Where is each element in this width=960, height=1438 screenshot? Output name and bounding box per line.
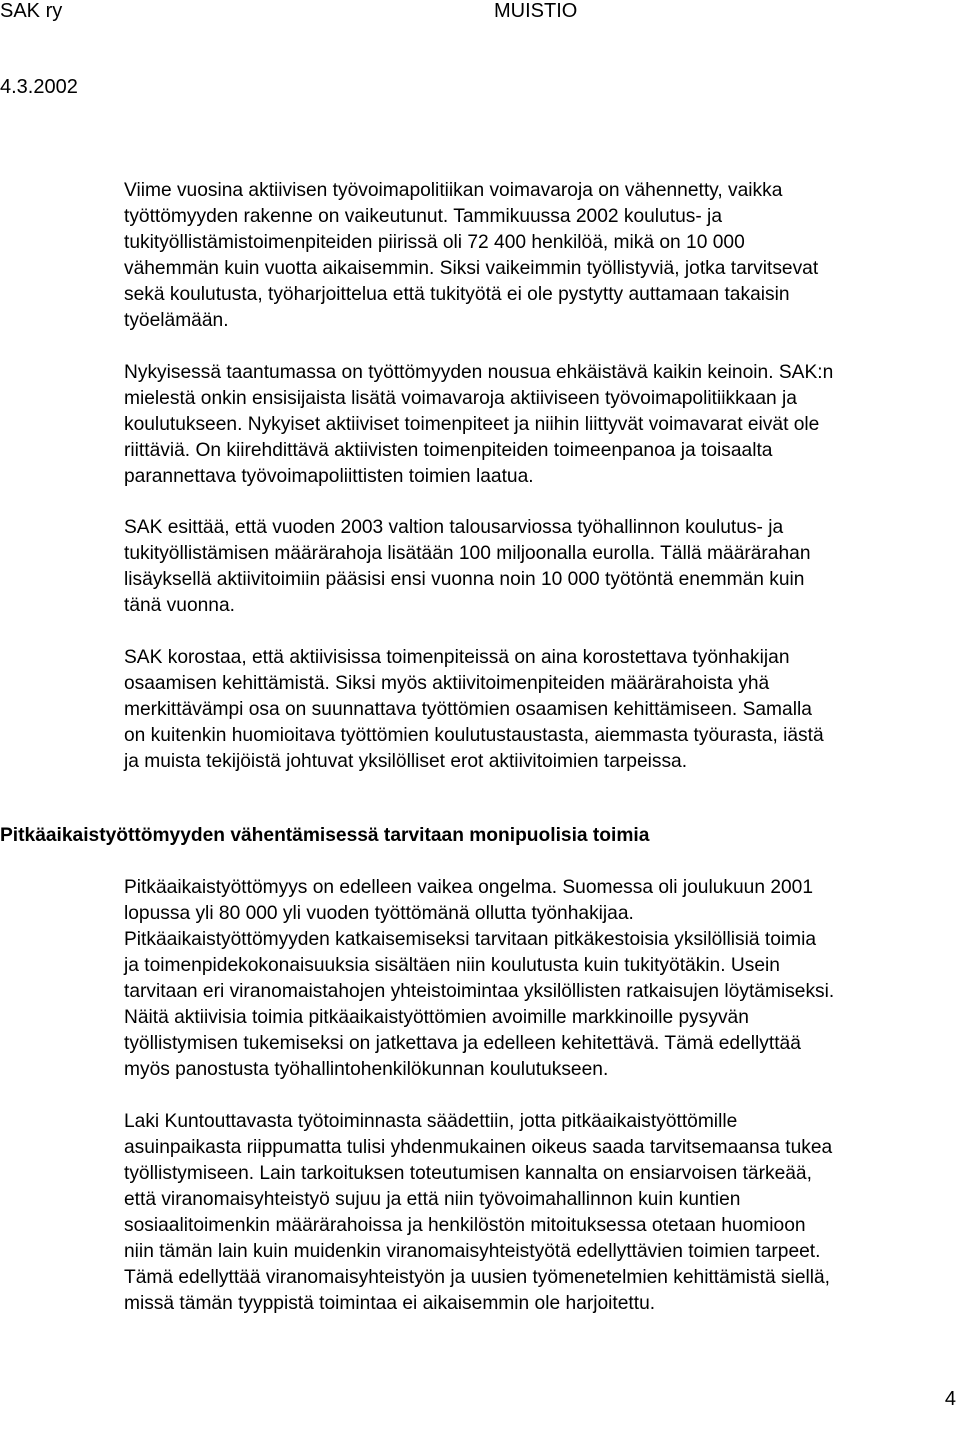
text-line: Nykyisessä taantumassa on työttömyyden nousua ehkäistävä kaikin keinoin. SAK:n [124,362,834,383]
text-line: mielestä onkin ensisijaista lisätä voimavaroja aktiiviseen työvoimapolitiikkaan ja [124,388,797,409]
paragraph-3 [124,515,960,619]
text-line: tukityöllistämisen määrärahoja lisätään 100 miljoonalla eurolla. Tällä määrärahan [124,543,811,564]
text-line: Tämä edellyttää viranomaisyhteistyön ja uusien työmenetelmien kehittämistä siellä, [124,1267,831,1288]
text-line: parannettava työvoimapoliittisten toimien laatua. [124,466,534,487]
text-line: Näitä aktiivisia toimia pitkäaikaistyöttömien avoimille markkinoille pysyvän [124,1007,749,1028]
text-line: tarvitaan eri viranomaistahojen yhteistoimintaa yksilöllisten ratkaisujen löytämiseksi. [124,981,835,1002]
text-line: SAK esittää, että vuoden 2003 valtion talousarviossa työhallinnon koulutus- ja [124,517,784,538]
text-line: lisäyksellä aktiivitoimiin pääsisi ensi vuonna noin 10 000 työtöntä enemmän kuin [124,569,805,590]
text-line: niin tämän lain kuin muidenkin viranomaisyhteistyötä edellyttävien toimien tarpeet. [124,1241,821,1262]
document-date: 4.3.2002 [0,76,78,98]
paragraph-1 [124,178,960,334]
page-number: 4 [944,1388,956,1410]
text-line: ja toimenpidekokonaisuuksia sisältäen niin koulutusta kuin tukityötäkin. Usein [124,955,780,976]
text-line: lopussa yli 80 000 yli vuoden työttömänä ollutta työnhakijaa. [124,903,634,924]
text-line: että viranomaisyhteistyö sujuu ja että niin työvoimahallinnon kuin kuntien [124,1189,741,1210]
text-line: koulutukseen. Nykyiset aktiiviset toimenpiteet ja niihin liittyvät voimavarat eivät ole [124,414,820,435]
text-line: Laki Kuntouttavasta työtoiminnasta säädettiin, jotta pitkäaikaistyöttömille [124,1111,738,1132]
text-line: tänä vuonna. [124,595,235,616]
text-line: on kuitenkin huomioitava työttömien koulutustaustasta, aiemmasta työurasta, iästä [124,725,824,746]
text-line: Pitkäaikaistyöttömyys on edelleen vaikea ongelma. Suomessa oli joulukuun 2001 [124,877,814,898]
document-type: MUISTIO [494,0,578,22]
paragraph-2 [124,360,960,490]
text-line: työllistymiseen. Lain tarkoituksen toteutumisen kannalta on ensiarvoisen tärkeää, [124,1163,812,1184]
organization-name: SAK ry [0,0,63,22]
text-line: merkittävämpi osa on suunnattava työttömien osaamisen kehittämiseen. Samalla [124,699,812,720]
text-line: missä tämän tyyppistä toimintaa ei aikaisemmin ole harjoitettu. [124,1293,656,1314]
text-line: riittäviä. On kiirehdittävä aktiivisten toimenpiteiden toimeenpanoa ja toisaalta [124,440,773,461]
text-line: myös panostusta työhallintohenkilökunnan koulutukseen. [124,1059,609,1080]
text-line: työelämään. [124,310,229,331]
text-line: tukityöllistämistoimenpiteiden piirissä oli 72 400 henkilöä, mikä on 10 000 [124,232,745,253]
text-line: asuinpaikasta riippumatta tulisi yhdenmukainen oikeus saada tarvitsemaansa tukea [124,1137,833,1158]
text-line: vähemmän kuin vuotta aikaisemmin. Siksi vaikeimmin työllistyviä, jotka tarvitsevat [124,258,819,279]
paragraph-5 [124,875,960,1083]
text-line: SAK korostaa, että aktiivisissa toimenpiteissä on aina korostettava työnhakijan [124,647,790,668]
paragraph-6 [124,1109,960,1317]
text-line: sosiaalitoimenkin määrärahoissa ja henkilöstön mitoituksessa otetaan huomioon [124,1215,806,1236]
section-heading: Pitkäaikaistyöttömyyden vähentämisessä tarvitaan monipuolisia toimia [0,825,650,846]
paragraph-4 [124,645,960,775]
text-line: Pitkäaikaistyöttömyyden katkaisemiseksi tarvitaan pitkäkestoisia yksilöllisiä toimia [124,929,817,950]
text-line: työllistymisen tukemiseksi on jatkettava ja edelleen kehitettävä. Tämä edellyttää [124,1033,801,1054]
text-line: sekä koulutusta, työharjoittelua että tukityötä ei ole pystytty auttamaan takaisin [124,284,790,305]
text-line: Viime vuosina aktiivisen työvoimapolitiikan voimavaroja on vähennetty, vaikka [124,180,783,201]
text-line: työttömyyden rakenne on vaikeutunut. Tammikuussa 2002 koulutus- ja [124,206,722,227]
text-line: ja muista tekijöistä johtuvat yksilölliset erot aktiivitoimien tarpeissa. [124,751,688,772]
text-line: osaamisen kehittämistä. Siksi myös aktiivitoimenpiteiden määrärahoista yhä [124,673,770,694]
